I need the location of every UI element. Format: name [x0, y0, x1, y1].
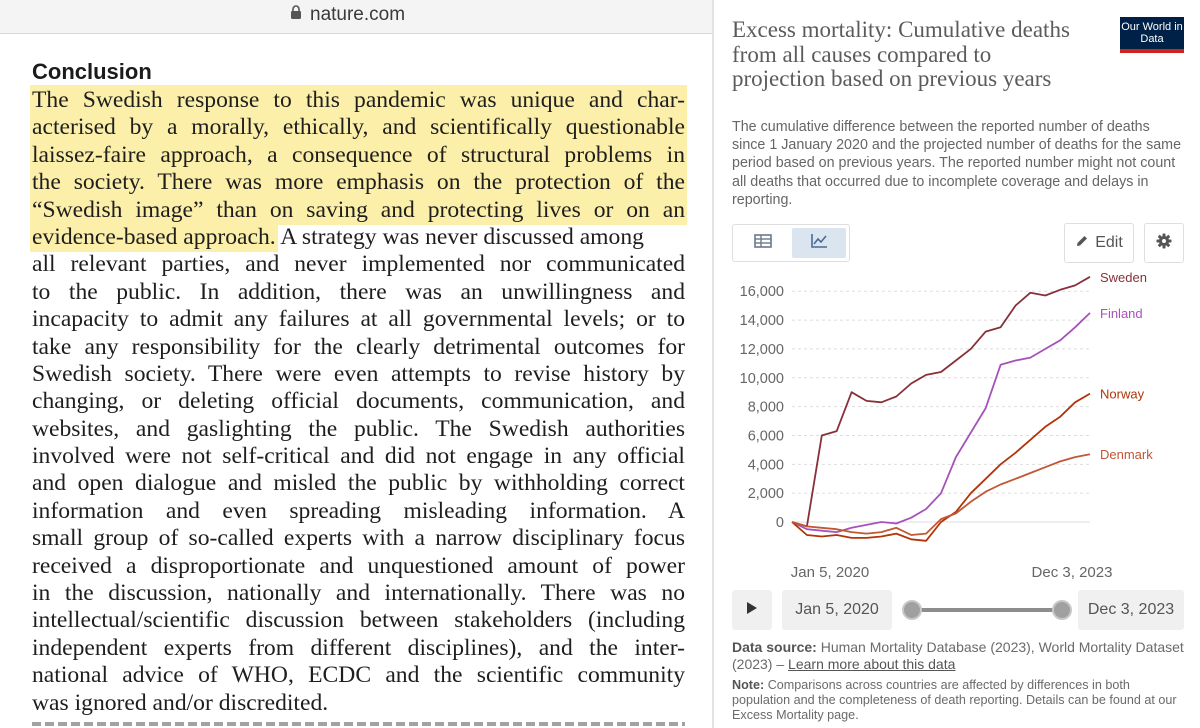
owid-logo[interactable]: Our World in Data	[1120, 17, 1184, 53]
article-text: A strategy was never discussed among	[275, 223, 644, 250]
article-text: all relevant parties, and never implemented nor communicated	[32, 251, 685, 278]
url-text: nature.com	[310, 4, 406, 25]
timeline-start-date[interactable]: Jan 5, 2020	[782, 590, 892, 630]
article-line	[32, 388, 685, 415]
series-line-finland	[792, 313, 1090, 532]
series-label-sweden: Sweden	[1100, 270, 1147, 285]
article-line	[32, 443, 685, 470]
article-line	[32, 251, 685, 278]
article-text: incapacity to admit any failures at all governmental levels; or to	[32, 306, 685, 333]
article-text: changing, or deleting official documents, communication, and	[32, 388, 685, 415]
article-text: to the public. In addition, there was an unwillingness and	[32, 278, 685, 305]
source-text: Human Mortality Database (2023), World Mortality Dataset (2023) –	[732, 639, 1184, 672]
y-tick-label: 4,000	[747, 457, 784, 474]
note-text: Comparisons across countries are affected by differences in both population and the completeness of death reporting. Details can be found at our Excess Mortality page.	[732, 678, 1177, 723]
line-chart	[714, 270, 1200, 588]
article-text: Swedish society. There were even attempts to revise history by	[32, 360, 685, 387]
article-line	[32, 169, 685, 196]
article-line	[32, 142, 685, 169]
series-label-finland: Finland	[1100, 305, 1143, 321]
url-display[interactable]	[290, 4, 405, 26]
note-label: Note:	[732, 678, 765, 692]
y-tick-label: 14,000	[739, 313, 784, 330]
highlighted-text: The Swedish response to this pandemic was unique and char-	[32, 87, 685, 113]
chart-subtitle: The cumulative difference between the reported number of deaths since 1 January 2020 and the projected number of deaths for the same period based on previous years. The reported number might not count all deaths that occurred due to incomplete coverage and delays in reporting.	[732, 119, 1182, 208]
play-button[interactable]	[732, 590, 772, 630]
timeline-end-handle[interactable]	[1052, 600, 1072, 620]
line-chart-icon	[810, 233, 828, 254]
y-tick-label: 16,000	[739, 284, 784, 301]
article-text: was ignored and/or discredited.	[32, 689, 329, 716]
lock-icon	[290, 5, 302, 25]
article-line	[32, 635, 685, 662]
highlighted-text: evidence-based approach.	[32, 223, 276, 250]
timeline-start-handle[interactable]	[902, 600, 922, 620]
chart-title: Excess mortality: Cumulative deaths from all causes compared to projection based on previous years	[732, 17, 1070, 91]
article-line	[32, 334, 685, 361]
highlighted-text: acterised by a morally, ethically, and scientifically questionable	[32, 114, 685, 141]
article-line	[32, 525, 685, 552]
data-source	[732, 639, 1184, 673]
article-line	[32, 553, 685, 580]
article-text: information and even spreading misleading information. A	[32, 497, 685, 524]
highlighted-text: laissez-faire approach, a consequence of structural problems in	[32, 141, 685, 168]
y-tick-label: 12,000	[739, 341, 784, 358]
y-tick-label: 2,000	[747, 486, 784, 503]
section-heading: Conclusion	[32, 59, 152, 84]
article-line	[32, 361, 685, 388]
article-line	[32, 607, 685, 634]
article-text: take any responsibility for the clearly detrimental outcomes for	[32, 333, 685, 360]
highlighted-text: “Swedish image” than on saving and protecting lives or on an	[32, 196, 685, 223]
timeline-controls	[732, 590, 1184, 630]
settings-button[interactable]	[1144, 223, 1184, 263]
x-tick-label: Jan 5, 2020	[790, 564, 870, 581]
edit-button[interactable]	[1064, 223, 1134, 263]
article-line	[32, 662, 685, 689]
x-tick-label: Dec 3, 2023	[1031, 564, 1113, 581]
learn-more-link[interactable]: Learn more about this data	[788, 656, 956, 672]
y-tick-label: 0	[775, 515, 784, 532]
article-text: national advice of WHO, ECDC and the scientific community	[32, 662, 685, 689]
table-icon	[754, 234, 772, 253]
article-text: and open dialogue and misled the public by withholding correct	[32, 470, 685, 497]
article-line	[32, 690, 685, 717]
table-view-button[interactable]	[736, 228, 790, 258]
article-line	[32, 306, 685, 333]
article-text: in the discussion, nationally and internationally. There was no	[32, 580, 685, 607]
article-line	[32, 224, 685, 251]
article-text: websites, and gaslighting the public. The Swedish authorities	[32, 415, 685, 442]
article-line	[32, 416, 685, 443]
article-body	[32, 87, 685, 717]
pencil-icon	[1075, 234, 1089, 253]
cut-off-text-line	[32, 716, 685, 728]
browser-url-bar[interactable]	[0, 0, 712, 34]
y-tick-label: 6,000	[747, 428, 784, 445]
chart-view-button[interactable]	[792, 228, 846, 258]
y-tick-label: 8,000	[747, 399, 784, 416]
timeline-end-date[interactable]: Dec 3, 2023	[1078, 590, 1184, 630]
chart-note	[732, 678, 1184, 724]
article-text: involved were not self-critical and did not engage in any official	[32, 443, 685, 470]
highlighted-text: the society. There was more emphasis on the protection of the	[32, 169, 685, 196]
article-text: small group of so-called experts with a narrow disciplinary focus	[32, 525, 685, 552]
article-text: independent experts from different disciplines), and the inter-	[32, 634, 685, 661]
article-text: received a disproportionate and unquestioned amount of power	[32, 552, 685, 579]
timeline-slider-track[interactable]	[910, 608, 1062, 612]
article-line	[32, 87, 685, 114]
article-line	[32, 470, 685, 497]
source-label: Data source:	[732, 639, 817, 655]
chart-panel	[712, 0, 1200, 728]
series-line-sweden	[792, 277, 1090, 527]
article-line	[32, 114, 685, 141]
article-line	[32, 197, 685, 224]
article-text: intellectual/scientific discussion between stakeholders (including	[32, 607, 685, 634]
gear-icon	[1156, 233, 1172, 254]
article-line	[32, 580, 685, 607]
article-line	[32, 279, 685, 306]
series-label-denmark: Denmark	[1100, 447, 1153, 463]
play-icon	[746, 601, 758, 620]
y-tick-label: 10,000	[739, 370, 784, 387]
article-line	[32, 498, 685, 525]
edit-label: Edit	[1095, 234, 1123, 251]
view-toggle	[732, 224, 850, 262]
series-label-norway: Norway	[1100, 386, 1145, 402]
